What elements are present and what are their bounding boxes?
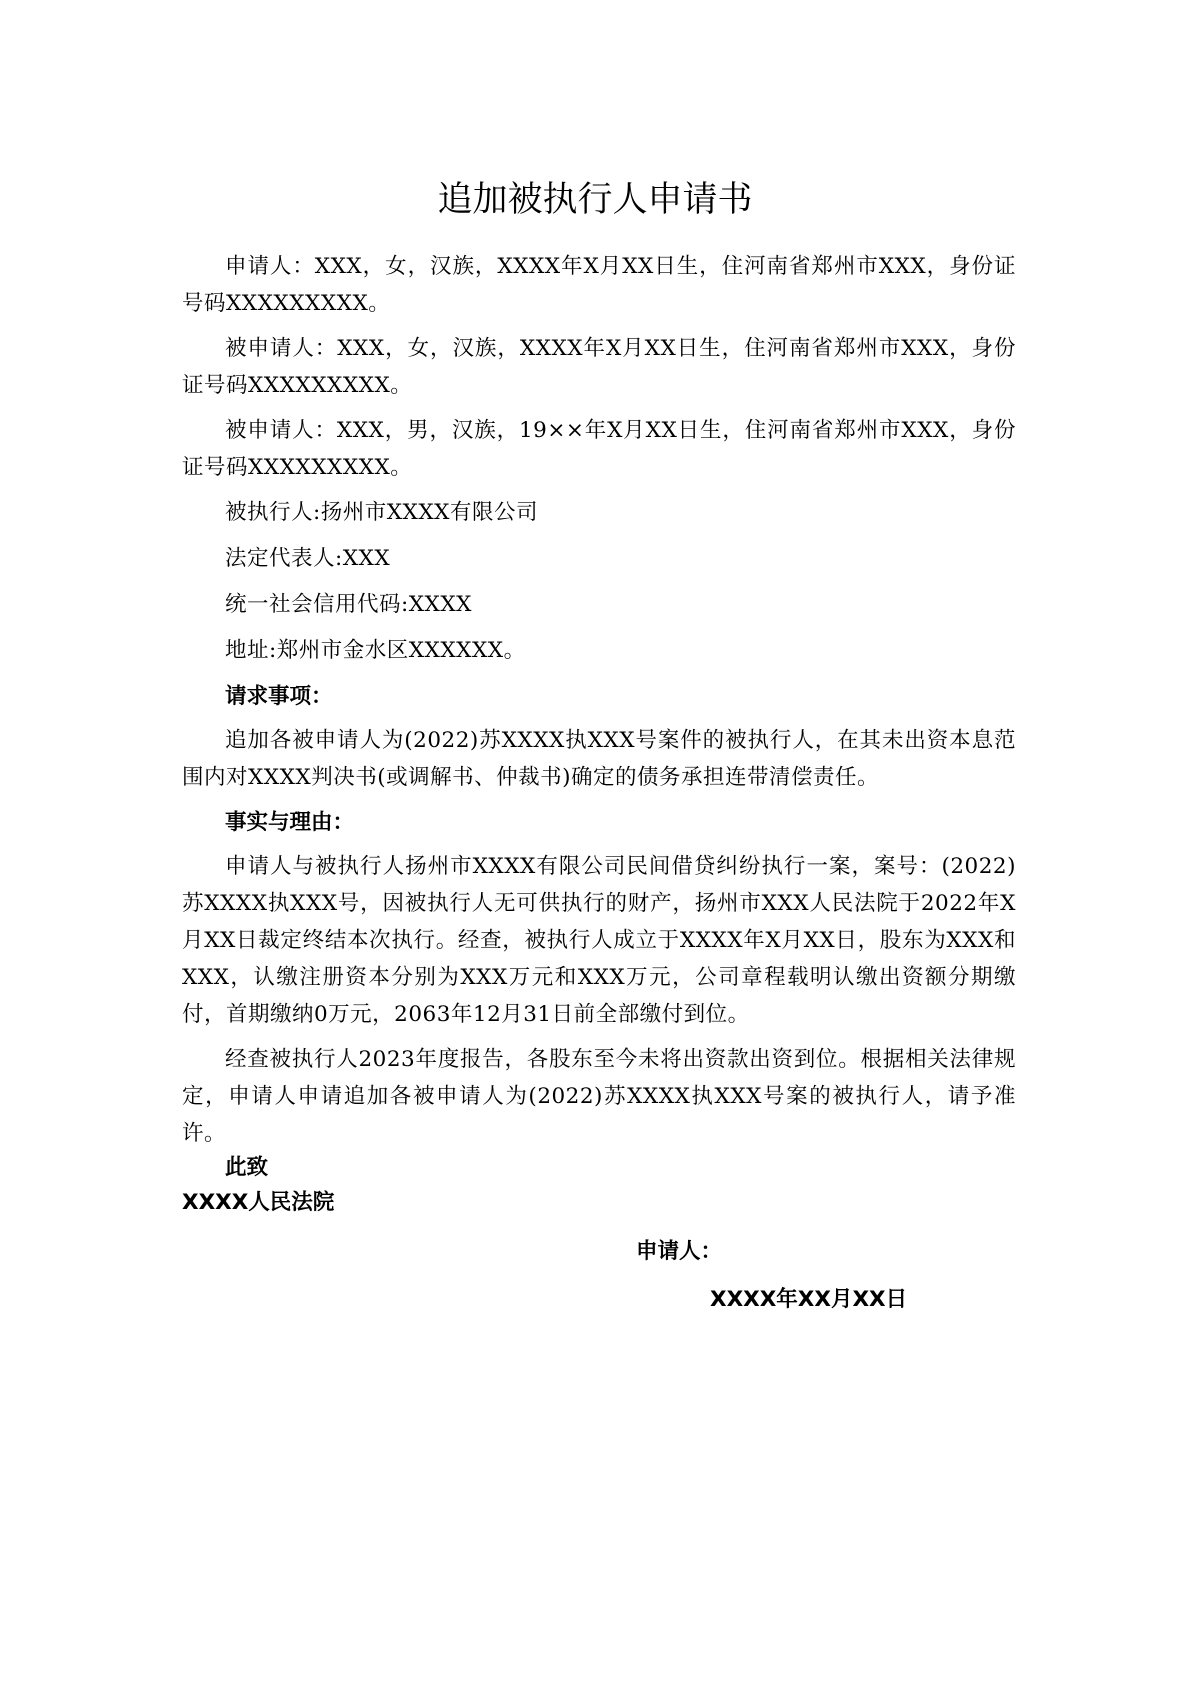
executed-party-address: 地址:郑州市金水区XXXXXX。 bbox=[225, 638, 526, 663]
facts-heading: 事实与理由： bbox=[225, 810, 355, 835]
requests-heading: 请求事项： bbox=[225, 684, 333, 709]
closing-court: XXXX人民法院 bbox=[182, 1190, 335, 1215]
facts-paragraph-1: 申请人与被执行人扬州市XXXX有限公司民间借贷纠纷执行一案，案号：(2022)苏XXXX执XXX号，因被执行人无可供执行的财产，扬州市XXX人民法院于2022年X月XX日裁定终结本次执行。经查，被执行人成立于XXXX年X月XX日，股东为XXX和XXX，认缴注册资本分别为XXX万元和XXX万元，公司章程载明认缴出资额分期缴付，首期缴纳0万元，2063年12月31日前全部缴付到位。 bbox=[182, 854, 1016, 1027]
document-body bbox=[182, 248, 1016, 1160]
executed-party-name: 被执行人:扬州市XXXX有限公司 bbox=[225, 500, 538, 525]
facts-paragraph-2: 经查被执行人2023年度报告，各股东至今未将出资款出资到位。根据相关法律规定，申请人申请追加各被申请人为(2022)苏XXXX执XXX号案的被执行人，请予准许。 bbox=[182, 1047, 1016, 1146]
party-respondent-1: 被申请人：XXX，女，汉族，XXXX年X月XX日生，住河南省郑州市XXX，身份证号码XXXXXXXXX。 bbox=[182, 336, 1016, 398]
requests-text: 追加各被申请人为(2022)苏XXXX执XXX号案件的被执行人，在其未出资本息范围内对XXXX判决书(或调解书、仲裁书)确定的债务承担连带清偿责任。 bbox=[182, 728, 1016, 790]
party-respondent-2: 被申请人：XXX，男，汉族，19××年X月XX日生，住河南省郑州市XXX，身份证号码XXXXXXXXX。 bbox=[182, 418, 1016, 480]
closing-salutation: 此致 bbox=[225, 1155, 269, 1180]
signature-label: 申请人： bbox=[636, 1239, 723, 1264]
signature-date: XXXX年XX月XX日 bbox=[710, 1287, 908, 1312]
document-title: 追加被执行人申请书 bbox=[437, 180, 753, 220]
party-applicant: 申请人：XXX，女，汉族，XXXX年X月XX日生，住河南省郑州市XXX，身份证号码XXXXXXXXX。 bbox=[182, 254, 1016, 316]
executed-party-legal-rep: 法定代表人:XXX bbox=[225, 546, 391, 571]
executed-party-credit-code: 统一社会信用代码:XXXX bbox=[225, 592, 472, 617]
closing-block bbox=[182, 1150, 1016, 1220]
